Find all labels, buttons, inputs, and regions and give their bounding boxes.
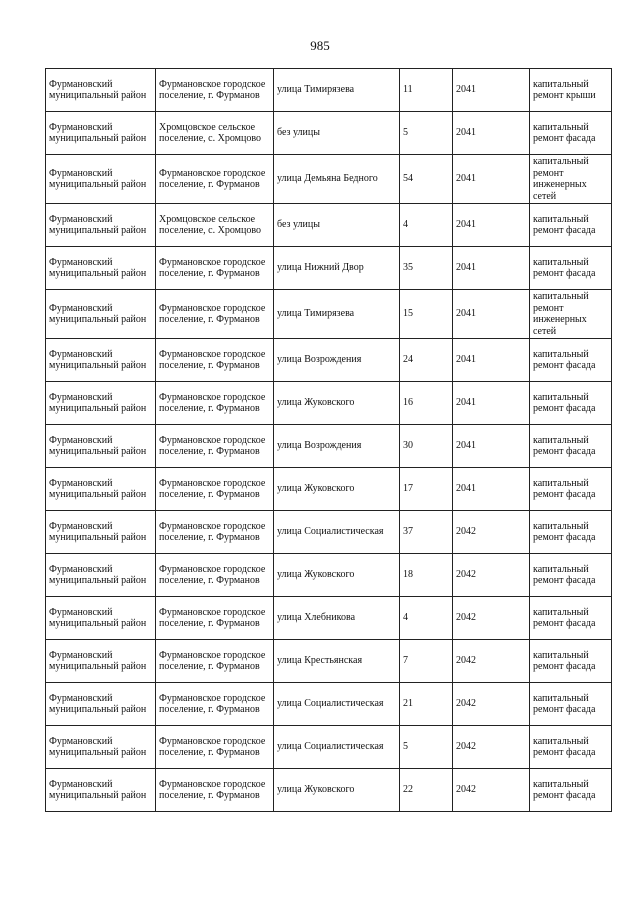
house-number-cell: 22 [400,769,453,812]
table-row [46,339,612,382]
table-row [46,425,612,468]
settlement-cell: Фурмановское городское поселение, г. Фурманов [156,339,274,382]
district-cell: Фурмановский муниципальный район [46,69,156,112]
table-row [46,69,612,112]
street-cell: улица Жуковского [274,769,400,812]
table-row [46,247,612,290]
repair-schedule-table [45,68,612,812]
table-row [46,511,612,554]
district-cell: Фурмановский муниципальный район [46,425,156,468]
work-type-cell: капитальный ремонт фасада [530,554,612,597]
settlement-cell: Фурмановское городское поселение, г. Фурманов [156,683,274,726]
table-row [46,597,612,640]
settlement-cell: Фурмановское городское поселение, г. Фурманов [156,425,274,468]
work-type-cell: капитальный ремонт фасада [530,339,612,382]
work-type-cell: капитальный ремонт фасада [530,597,612,640]
settlement-cell: Фурмановское городское поселение, г. Фурманов [156,640,274,683]
work-type-cell: капитальный ремонт фасада [530,640,612,683]
year-cell: 2042 [453,597,530,640]
settlement-cell: Фурмановское городское поселение, г. Фурманов [156,247,274,290]
settlement-cell: Фурмановское городское поселение, г. Фурманов [156,554,274,597]
year-cell: 2041 [453,247,530,290]
work-type-cell: капитальный ремонт фасада [530,425,612,468]
work-type-cell: капитальный ремонт фасада [530,683,612,726]
street-cell: улица Жуковского [274,382,400,425]
district-cell: Фурмановский муниципальный район [46,511,156,554]
year-cell: 2041 [453,425,530,468]
settlement-cell: Фурмановское городское поселение, г. Фурманов [156,769,274,812]
house-number-cell: 37 [400,511,453,554]
year-cell: 2041 [453,382,530,425]
house-number-cell: 4 [400,597,453,640]
year-cell: 2042 [453,554,530,597]
work-type-cell: капитальный ремонт инженерных сетей [530,290,612,339]
street-cell: улица Социалистическая [274,511,400,554]
work-type-cell: капитальный ремонт фасада [530,726,612,769]
settlement-cell: Фурмановское городское поселение, г. Фурманов [156,290,274,339]
house-number-cell: 11 [400,69,453,112]
work-type-cell: капитальный ремонт инженерных сетей [530,155,612,204]
street-cell: улица Жуковского [274,468,400,511]
work-type-cell: капитальный ремонт фасада [530,204,612,247]
year-cell: 2042 [453,683,530,726]
district-cell: Фурмановский муниципальный район [46,554,156,597]
year-cell: 2042 [453,726,530,769]
district-cell: Фурмановский муниципальный район [46,382,156,425]
district-cell: Фурмановский муниципальный район [46,597,156,640]
house-number-cell: 16 [400,382,453,425]
table-row [46,155,612,204]
year-cell: 2041 [453,468,530,511]
street-cell: улица Тимирязева [274,69,400,112]
table-row [46,290,612,339]
table-row [46,382,612,425]
table-row [46,112,612,155]
work-type-cell: капитальный ремонт фасада [530,468,612,511]
year-cell: 2042 [453,769,530,812]
year-cell: 2042 [453,511,530,554]
settlement-cell: Фурмановское городское поселение, г. Фурманов [156,726,274,769]
district-cell: Фурмановский муниципальный район [46,683,156,726]
street-cell: улица Демьяна Бедного [274,155,400,204]
settlement-cell: Фурмановское городское поселение, г. Фурманов [156,155,274,204]
settlement-cell: Фурмановское городское поселение, г. Фурманов [156,382,274,425]
district-cell: Фурмановский муниципальный район [46,468,156,511]
district-cell: Фурмановский муниципальный район [46,290,156,339]
table-row [46,769,612,812]
table-row [46,726,612,769]
district-cell: Фурмановский муниципальный район [46,247,156,290]
street-cell: улица Хлебникова [274,597,400,640]
table-row [46,554,612,597]
year-cell: 2042 [453,640,530,683]
settlement-cell: Хромцовское сельское поселение, с. Хромцово [156,204,274,247]
district-cell: Фурмановский муниципальный район [46,640,156,683]
house-number-cell: 4 [400,204,453,247]
house-number-cell: 30 [400,425,453,468]
house-number-cell: 5 [400,726,453,769]
settlement-cell: Фурмановское городское поселение, г. Фурманов [156,597,274,640]
district-cell: Фурмановский муниципальный район [46,339,156,382]
street-cell: улица Социалистическая [274,683,400,726]
street-cell: улица Крестьянская [274,640,400,683]
table-row [46,468,612,511]
table-row [46,683,612,726]
table-row [46,640,612,683]
street-cell: улица Возрождения [274,339,400,382]
district-cell: Фурмановский муниципальный район [46,155,156,204]
house-number-cell: 7 [400,640,453,683]
work-type-cell: капитальный ремонт фасада [530,382,612,425]
house-number-cell: 24 [400,339,453,382]
house-number-cell: 18 [400,554,453,597]
settlement-cell: Фурмановское городское поселение, г. Фурманов [156,468,274,511]
table-row [46,204,612,247]
district-cell: Фурмановский муниципальный район [46,769,156,812]
street-cell: улица Возрождения [274,425,400,468]
house-number-cell: 35 [400,247,453,290]
house-number-cell: 21 [400,683,453,726]
year-cell: 2041 [453,69,530,112]
district-cell: Фурмановский муниципальный район [46,726,156,769]
year-cell: 2041 [453,112,530,155]
street-cell: улица Жуковского [274,554,400,597]
page-number: 985 [310,38,330,53]
district-cell: Фурмановский муниципальный район [46,112,156,155]
street-cell: улица Тимирязева [274,290,400,339]
year-cell: 2041 [453,339,530,382]
work-type-cell: капитальный ремонт фасада [530,511,612,554]
table-body [46,69,612,812]
house-number-cell: 5 [400,112,453,155]
work-type-cell: капитальный ремонт крыши [530,69,612,112]
settlement-cell: Фурмановское городское поселение, г. Фурманов [156,511,274,554]
street-cell: улица Нижний Двор [274,247,400,290]
house-number-cell: 15 [400,290,453,339]
settlement-cell: Хромцовское сельское поселение, с. Хромцово [156,112,274,155]
street-cell: без улицы [274,204,400,247]
work-type-cell: капитальный ремонт фасада [530,112,612,155]
district-cell: Фурмановский муниципальный район [46,204,156,247]
house-number-cell: 54 [400,155,453,204]
street-cell: улица Социалистическая [274,726,400,769]
settlement-cell: Фурмановское городское поселение, г. Фурманов [156,69,274,112]
work-type-cell: капитальный ремонт фасада [530,247,612,290]
work-type-cell: капитальный ремонт фасада [530,769,612,812]
year-cell: 2041 [453,155,530,204]
year-cell: 2041 [453,290,530,339]
house-number-cell: 17 [400,468,453,511]
year-cell: 2041 [453,204,530,247]
street-cell: без улицы [274,112,400,155]
